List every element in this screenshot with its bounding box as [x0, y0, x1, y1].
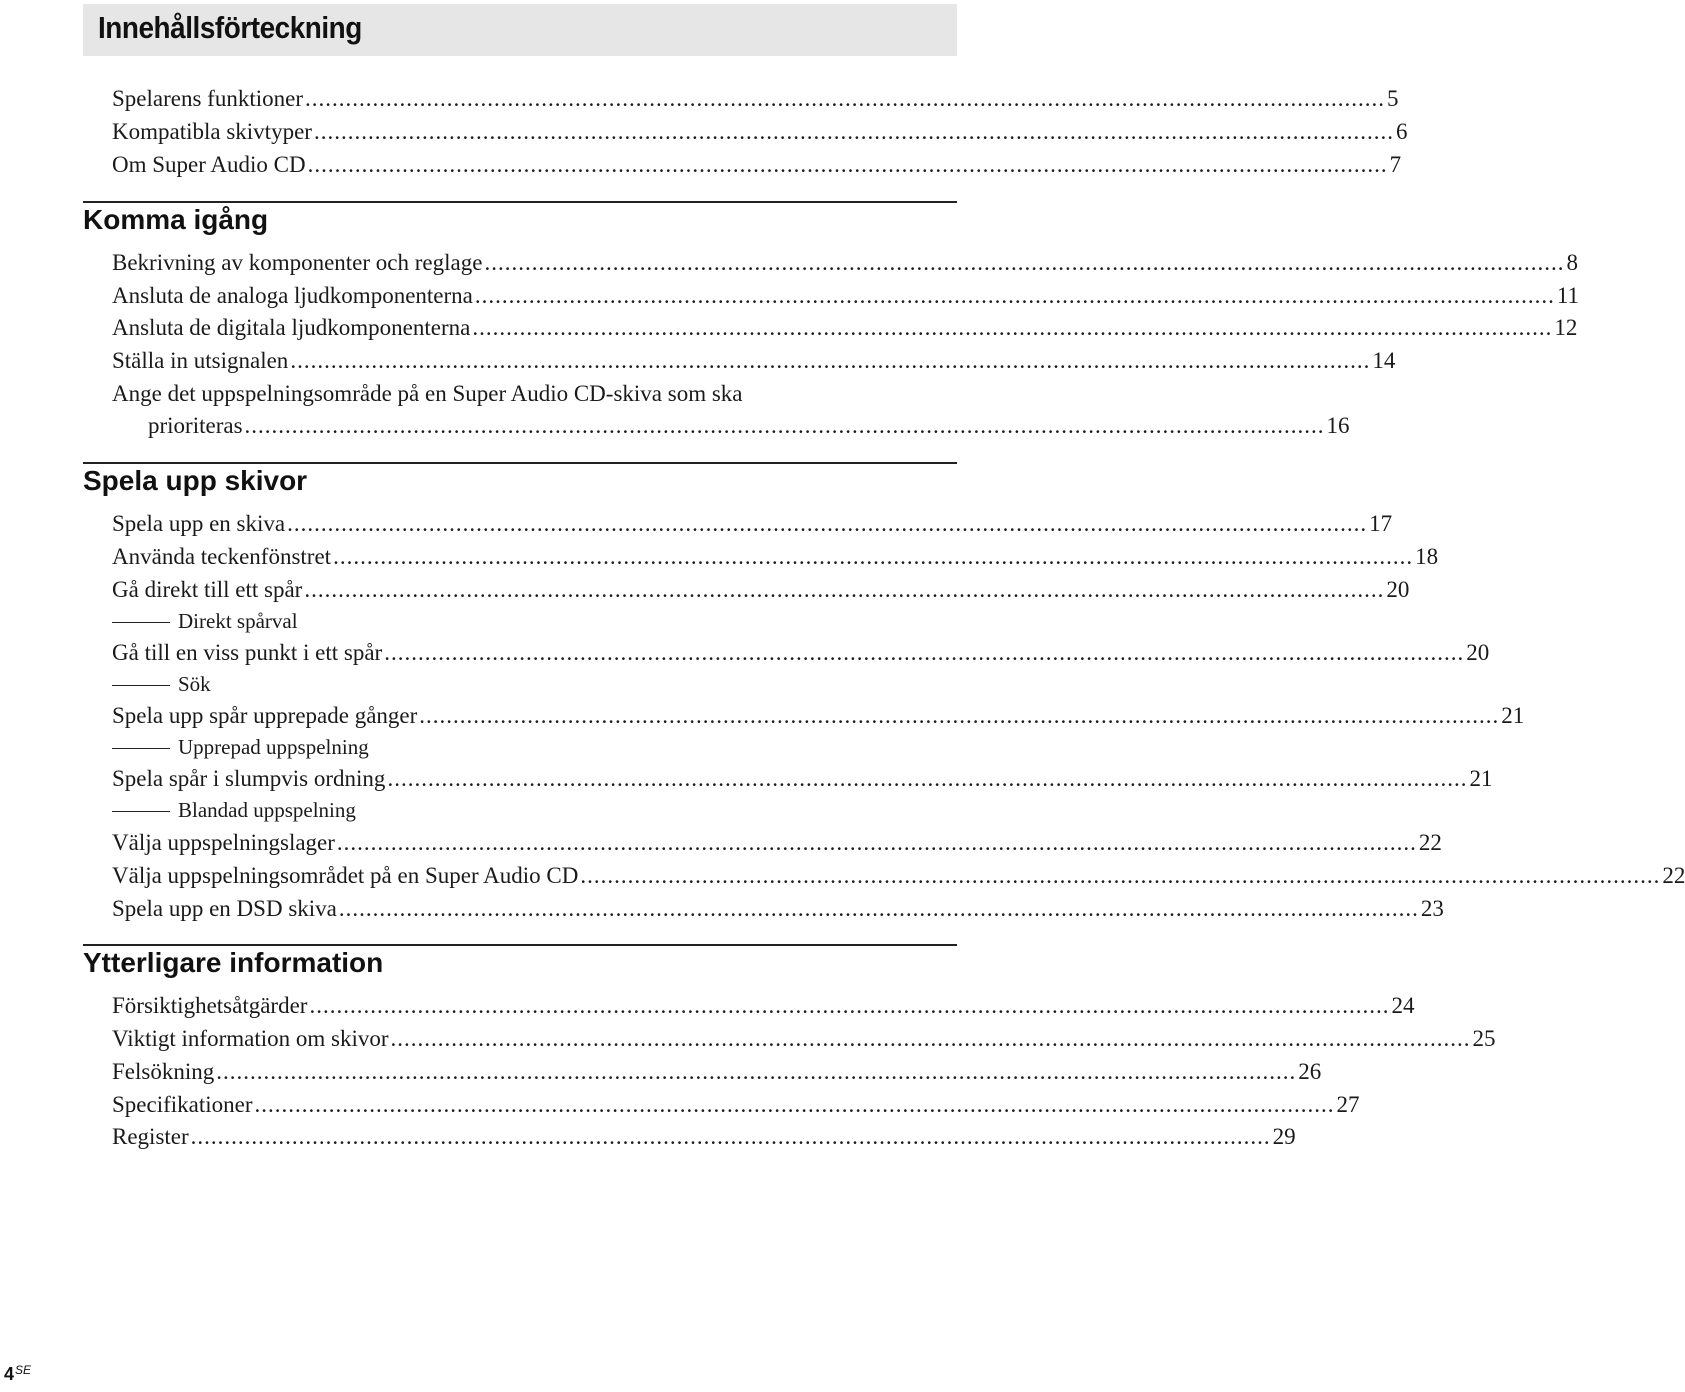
- toc-entry-label: Använda teckenfönstret: [112, 544, 332, 569]
- toc-entry-label: Bekrivning av komponenter och reglage: [112, 250, 483, 275]
- toc-entry-label: Gå direkt till ett spår: [112, 577, 303, 602]
- toc-entry[interactable]: [112, 1023, 1496, 1055]
- toc-page-number: 7: [1389, 152, 1402, 177]
- leader-dots: ................................................................................................................................................................: [472, 315, 1553, 340]
- toc-entry[interactable]: [112, 827, 1442, 859]
- toc-entry[interactable]: [112, 280, 1580, 312]
- toc-entry-label: Välja uppspelningslager: [112, 830, 335, 855]
- toc-entry-label: Ställa in utsignalen: [112, 348, 289, 373]
- toc-entry-label: prioriteras: [148, 413, 243, 438]
- toc-entry-label: Kompatibla skivtyper: [112, 119, 312, 144]
- toc-entry-label: Gå till en viss punkt i ett spår: [112, 640, 383, 665]
- leader-dots: ................................................................................................................................................................: [336, 830, 1417, 855]
- toc-entry[interactable]: [112, 83, 1399, 115]
- leader-dots: ................................................................................................................................................................: [387, 766, 1468, 791]
- toc-page-number: 21: [1501, 703, 1525, 728]
- toc-page-number: 22: [1662, 863, 1685, 888]
- title-bar: [83, 4, 957, 56]
- toc-entry[interactable]: [112, 116, 1408, 148]
- leader-dots: ................................................................................................................................................................: [338, 896, 1419, 921]
- toc-page-number: 6: [1395, 119, 1408, 144]
- leader-dots: ................................................................................................................................................................: [484, 250, 1565, 275]
- toc-page-number: 25: [1472, 1026, 1496, 1051]
- toc-page-number: 12: [1554, 315, 1578, 340]
- toc-entry-label: Ansluta de analoga ljudkomponenterna: [112, 283, 473, 308]
- section-heading: Ytterligare information: [83, 947, 384, 978]
- dash-line: [112, 748, 170, 749]
- leader-dots: ................................................................................................................................................................: [333, 544, 1414, 569]
- toc-page-number: 29: [1272, 1124, 1296, 1149]
- dash-line: [112, 622, 170, 623]
- toc-subentry: [112, 606, 298, 636]
- toc-entry-label: Viktigt information om skivor: [112, 1026, 389, 1051]
- toc-entry-label: Register: [112, 1124, 189, 1149]
- toc-page-number: 17: [1369, 511, 1393, 536]
- toc-page-number: 23: [1420, 896, 1444, 921]
- leader-dots: ................................................................................................................................................................: [307, 152, 1388, 177]
- toc-entry-label: Spela upp en skiva: [112, 511, 286, 536]
- toc-page-number: 11: [1556, 283, 1580, 308]
- leader-dots: ................................................................................................................................................................: [474, 283, 1555, 308]
- leader-dots: ................................................................................................................................................................: [290, 348, 1371, 373]
- toc-page-number: 16: [1326, 413, 1350, 438]
- toc-entry[interactable]: [112, 990, 1415, 1022]
- toc-page-number: 24: [1391, 993, 1415, 1018]
- dash-line: [112, 811, 170, 812]
- leader-dots: ................................................................................................................................................................: [419, 703, 1500, 728]
- toc-subentry-label: Blandad uppspelning: [178, 798, 356, 822]
- section-heading: Spela upp skivor: [83, 465, 308, 496]
- toc-entry[interactable]: [112, 637, 1490, 669]
- toc-entry[interactable]: [112, 1121, 1296, 1153]
- toc-entry[interactable]: [112, 1056, 1322, 1088]
- toc-entry[interactable]: [112, 345, 1396, 377]
- toc-subentry-label: Upprepad uppspelning: [178, 735, 369, 759]
- toc-page-number: 26: [1298, 1059, 1322, 1084]
- toc-page-number: 20: [1386, 577, 1410, 602]
- leader-dots: ................................................................................................................................................................: [190, 1124, 1271, 1149]
- toc-entry[interactable]: [112, 149, 1402, 181]
- page-title: Innehållsförteckning: [98, 10, 362, 45]
- leader-dots: ................................................................................................................................................................: [309, 993, 1390, 1018]
- toc-entry-label: Försiktighetsåtgärder: [112, 993, 308, 1018]
- toc-entry[interactable]: [112, 574, 1410, 606]
- toc-subentry-label: Sök: [178, 672, 211, 696]
- toc-page-number: 18: [1415, 544, 1439, 569]
- toc-subentry: [112, 669, 211, 699]
- toc-subentry: [112, 795, 356, 825]
- toc-page-number: 27: [1336, 1092, 1360, 1117]
- leader-dots: ................................................................................................................................................................: [580, 863, 1661, 888]
- toc-entry-label: Spela upp en DSD skiva: [112, 896, 337, 921]
- toc-entry-line2[interactable]: [148, 410, 1350, 442]
- leader-dots: ................................................................................................................................................................: [287, 511, 1368, 536]
- page-footer: [4, 1364, 31, 1385]
- leader-dots: ................................................................................................................................................................: [304, 86, 1385, 111]
- toc-entry-label: Spela spår i slumpvis ordning: [112, 766, 386, 791]
- toc-page-number: 8: [1566, 250, 1578, 275]
- toc-subentry-label: Direkt spårval: [178, 609, 298, 633]
- leader-dots: ................................................................................................................................................................: [384, 640, 1465, 665]
- toc-page-number: 14: [1372, 348, 1396, 373]
- toc-entry-label: Felsökning: [112, 1059, 215, 1084]
- dash-line: [112, 685, 170, 686]
- toc-entry[interactable]: [112, 508, 1393, 540]
- leader-dots: ................................................................................................................................................................: [216, 1059, 1297, 1084]
- toc-subentry: [112, 732, 369, 762]
- footer-page-number: 4: [4, 1364, 15, 1384]
- toc-entry-label: Spela upp spår upprepade gånger: [112, 703, 418, 728]
- leader-dots: ................................................................................................................................................................: [304, 577, 1385, 602]
- toc-entry[interactable]: [112, 541, 1439, 573]
- toc-entry-label: Om Super Audio CD: [112, 152, 306, 177]
- toc-entry[interactable]: [112, 763, 1493, 795]
- toc-entry-label: Spelarens funktioner: [112, 86, 303, 111]
- leader-dots: ................................................................................................................................................................: [244, 413, 1325, 438]
- toc-entry-label: Specifikationer: [112, 1092, 253, 1117]
- toc-page-number: 20: [1466, 640, 1490, 665]
- toc-entry-label: Ange det uppspelningsområde på en Super Audio CD-skiva som ska: [112, 381, 743, 406]
- toc-entry[interactable]: [112, 700, 1525, 732]
- leader-dots: ................................................................................................................................................................: [390, 1026, 1471, 1051]
- footer-suffix: SE: [15, 1363, 32, 1377]
- toc-entry-label: Ansluta de digitala ljudkomponenterna: [112, 315, 471, 340]
- toc-page-number: 21: [1469, 766, 1493, 791]
- section-heading: Komma igång: [83, 204, 269, 235]
- toc-entry[interactable]: [112, 893, 1444, 925]
- leader-dots: ................................................................................................................................................................: [254, 1092, 1335, 1117]
- toc-entry[interactable]: [112, 860, 1685, 892]
- toc-page-number: 22: [1418, 830, 1442, 855]
- toc-entry[interactable]: [112, 312, 1578, 344]
- toc-page-number: 5: [1386, 86, 1399, 111]
- toc-entry[interactable]: [112, 1089, 1360, 1121]
- toc-entry[interactable]: [112, 247, 1578, 279]
- toc-entry-line1[interactable]: [112, 378, 955, 410]
- toc-entry-label: Välja uppspelningsområdet på en Super Audio CD: [112, 863, 579, 888]
- leader-dots: ................................................................................................................................................................: [313, 119, 1394, 144]
